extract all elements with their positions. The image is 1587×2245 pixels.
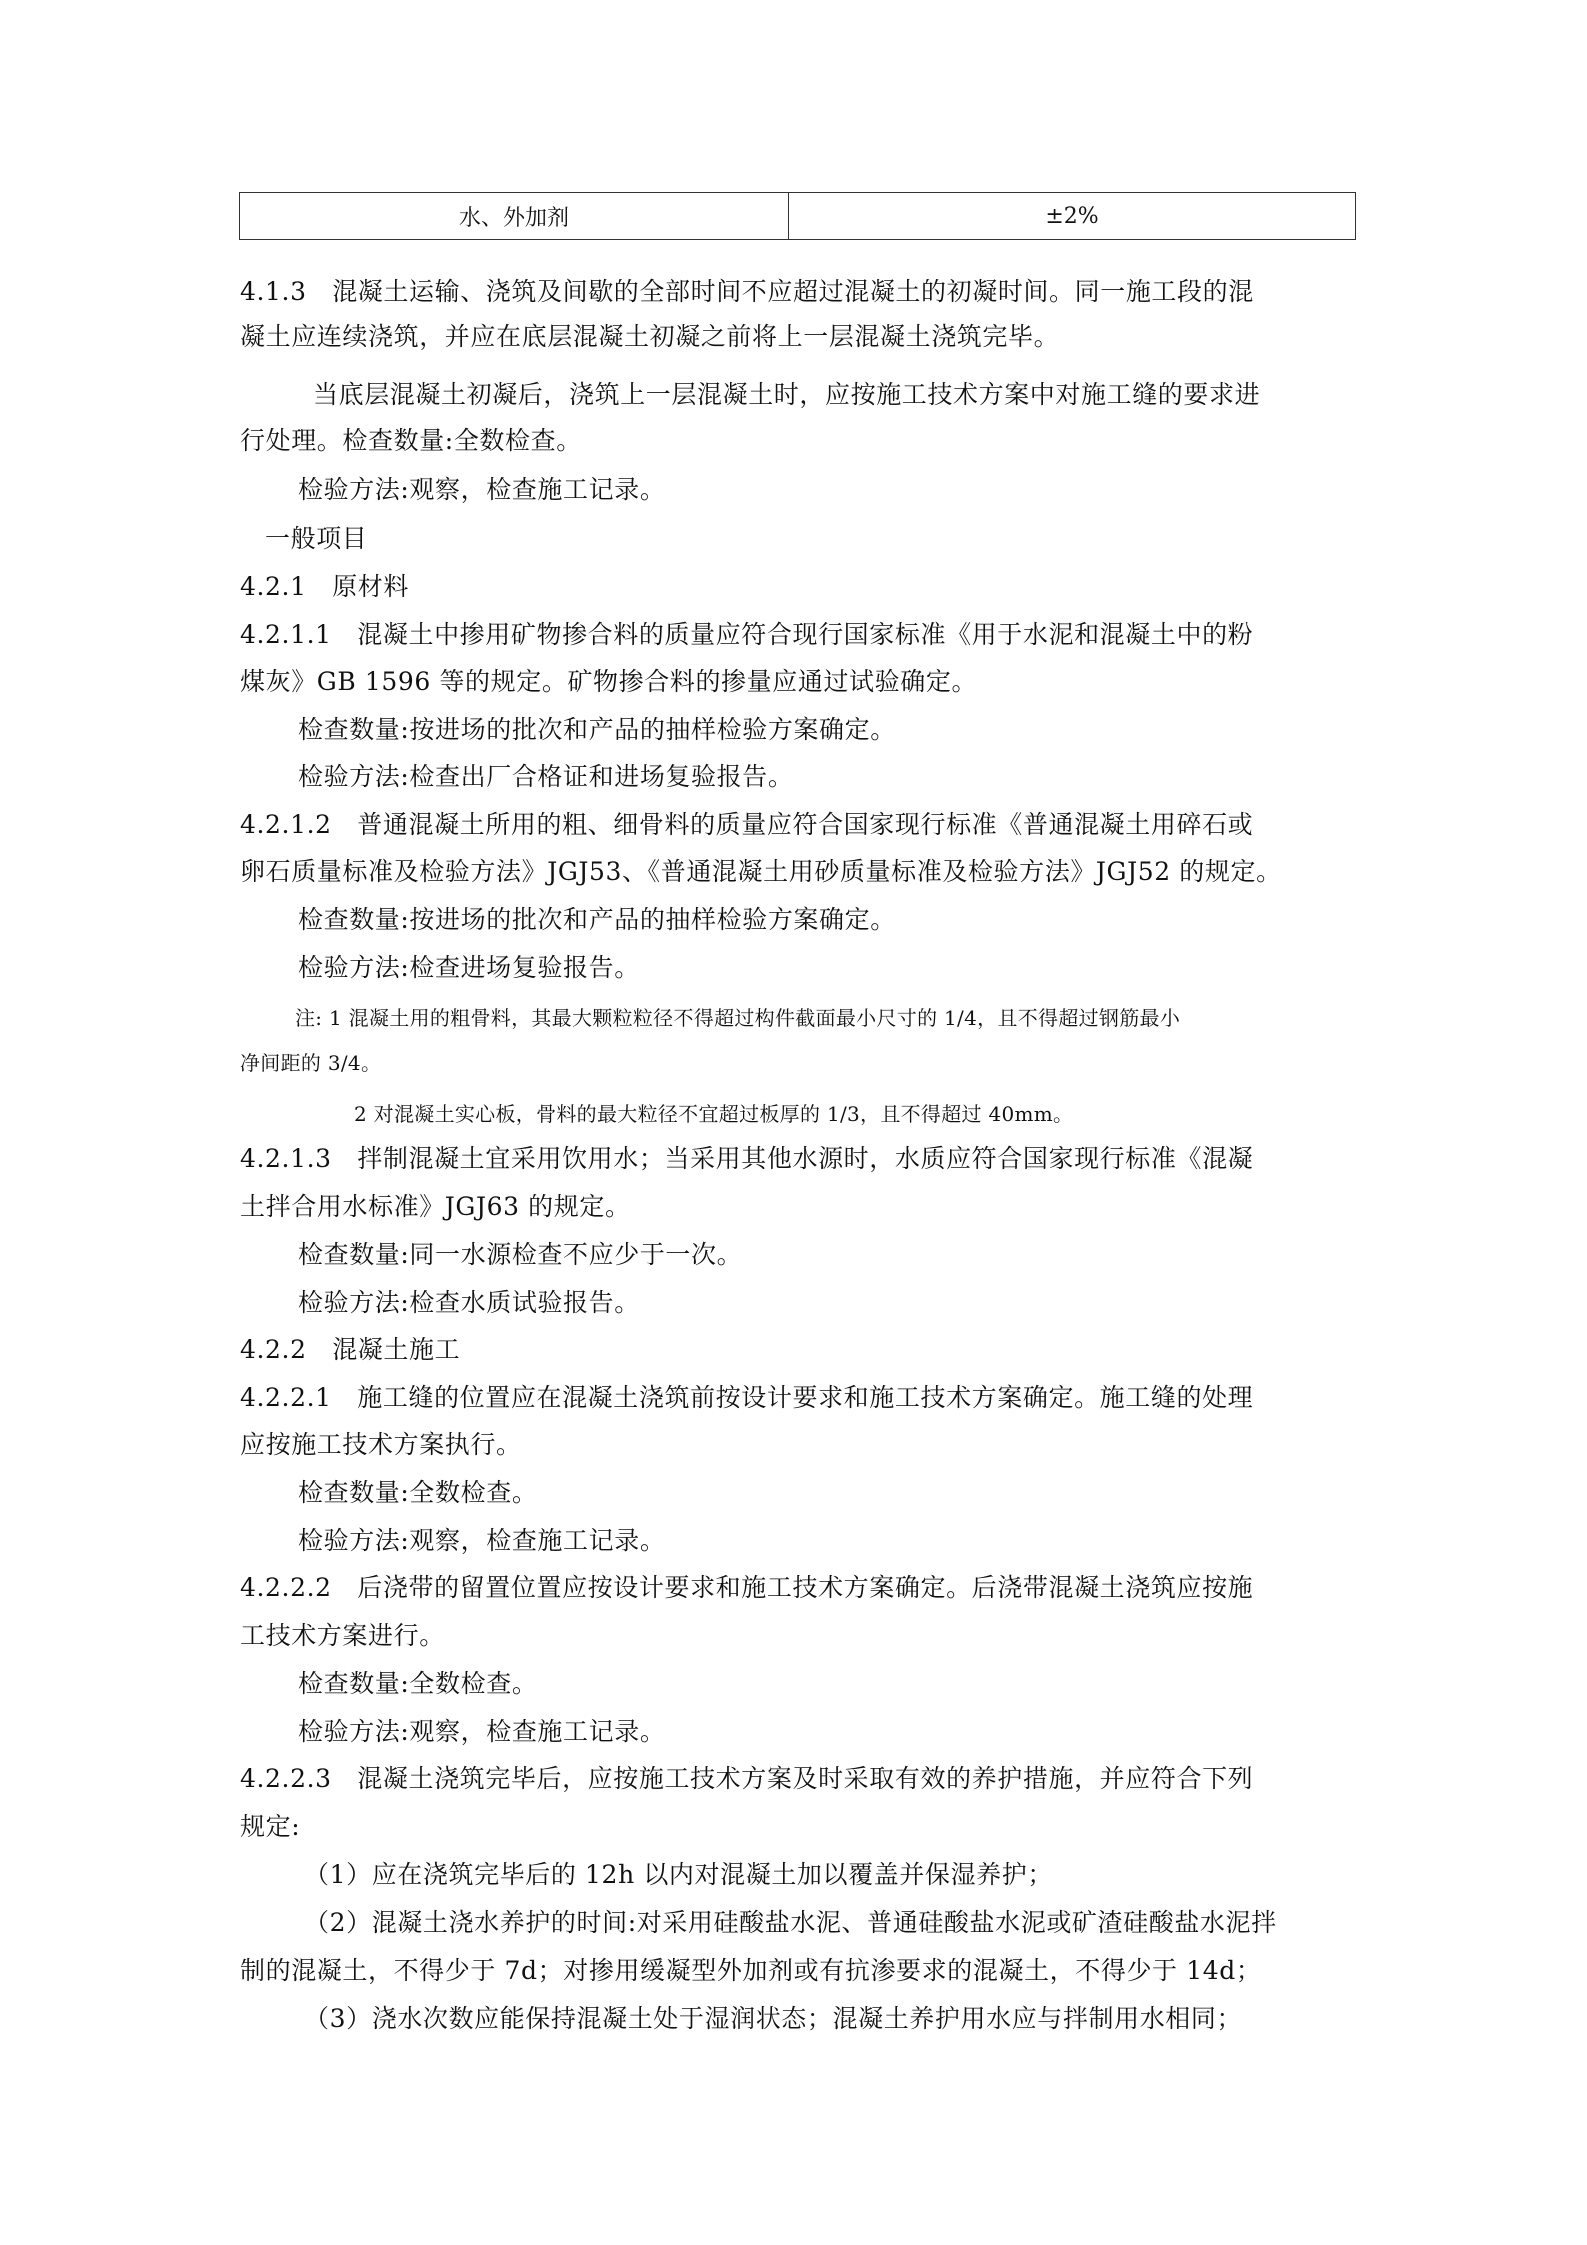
table-row — [240, 193, 1356, 240]
inspection-quantity: 检查数量:全数检查。 — [298, 1478, 538, 1507]
inspection-quantity: 检查数量:按进场的批次和产品的抽样检验方案确定。 — [298, 905, 896, 934]
table-cell-material: 水、外加剂 — [240, 193, 789, 240]
clause-4-2-1-3-cont: 土拌合用水标准》JGJ63 的规定。 — [240, 1192, 631, 1221]
paragraph-text: 行处理。检查数量:全数检查。 — [240, 426, 582, 455]
tolerance-table — [239, 192, 1356, 240]
inspection-quantity: 检查数量:全数检查。 — [298, 1669, 538, 1698]
note-2: 2 对混凝土实心板，骨料的最大粒径不宜超过板厚的 1/3，且不得超过 40mm。 — [354, 1102, 1074, 1126]
note-1-cont: 净间距的 3/4。 — [240, 1051, 382, 1075]
note-1: 注: 1 混凝土用的粗骨料，其最大颗粒粒径不得超过构件截面最小尺寸的 1/4，且不得超过钢筋最小 — [295, 1006, 1181, 1030]
clause-4-2-2-2-cont: 工技术方案进行。 — [240, 1621, 445, 1650]
list-item-1: （1）应在浇筑完毕后的 12h 以内对混凝土加以覆盖并保湿养护； — [304, 1860, 1053, 1889]
list-item-2: （2）混凝土浇水养护的时间:对采用硅酸盐水泥、普通硅酸盐水泥或矿渣硅酸盐水泥拌 — [304, 1908, 1277, 1937]
inspection-method: 检验方法:检查进场复验报告。 — [298, 953, 640, 982]
clause-heading-4-2-1: 4.2.1 原材料 — [240, 572, 410, 601]
inspection-method: 检验方法:观察，检查施工记录。 — [298, 475, 666, 504]
clause-4-2-2-3: 4.2.2.3 混凝土浇筑完毕后，应按施工技术方案及时采取有效的养护措施，并应符合下列 — [240, 1764, 1254, 1793]
inspection-method: 检验方法:检查水质试验报告。 — [298, 1288, 640, 1317]
inspection-method: 检验方法:检查出厂合格证和进场复验报告。 — [298, 762, 794, 791]
clause-4-2-1-1-cont: 煤灰》GB 1596 等的规定。矿物掺合料的掺量应通过试验确定。 — [240, 667, 978, 696]
clause-4-2-2-3-cont: 规定: — [240, 1812, 301, 1841]
clause-4-2-2-1: 4.2.2.1 施工缝的位置应在混凝土浇筑前按设计要求和施工技术方案确定。施工缝的处理 — [240, 1383, 1254, 1412]
paragraph-text: 当底层混凝土初凝后，浇筑上一层混凝土时，应按施工技术方案中对施工缝的要求进 — [313, 380, 1261, 409]
clause-4-2-2-1-cont: 应按施工技术方案执行。 — [240, 1430, 522, 1459]
table-cell-tolerance: ±2% — [789, 193, 1356, 240]
clause-4-2-1-2: 4.2.1.2 普通混凝土所用的粗、细骨料的质量应符合国家现行标准《普通混凝土用碎石或 — [240, 810, 1254, 839]
inspection-method: 检验方法:观察，检查施工记录。 — [298, 1526, 666, 1555]
clause-4-2-1-1: 4.2.1.1 混凝土中掺用矿物掺合料的质量应符合现行国家标准《用于水泥和混凝土中的粉 — [240, 620, 1254, 649]
inspection-method: 检验方法:观察，检查施工记录。 — [298, 1717, 666, 1746]
list-item-2-cont: 制的混凝土，不得少于 7d；对掺用缓凝型外加剂或有抗渗要求的混凝土，不得少于 14d； — [240, 1956, 1262, 1985]
clause-4-2-1-2-cont: 卵石质量标准及检验方法》JGJ53、《普通混凝土用砂质量标准及检验方法》JGJ52 的规定。 — [240, 857, 1282, 886]
list-item-3: （3）浇水次数应能保持混凝土处于湿润状态；混凝土养护用水应与拌制用水相同； — [304, 2004, 1243, 2033]
clause-4-2-2-2: 4.2.2.2 后浇带的留置位置应按设计要求和施工技术方案确定。后浇带混凝土浇筑应按施 — [240, 1573, 1254, 1602]
inspection-quantity: 检查数量:按进场的批次和产品的抽样检验方案确定。 — [298, 715, 896, 744]
clause-4-1-3-cont: 凝土应连续浇筑，并应在底层混凝土初凝之前将上一层混凝土浇筑完毕。 — [240, 322, 1060, 351]
section-heading-general-items: 一般项目 — [265, 524, 368, 553]
clause-4-2-1-3: 4.2.1.3 拌制混凝土宜采用饮用水；当采用其他水源时，水质应符合国家现行标准《混凝 — [240, 1144, 1254, 1173]
clause-4-1-3: 4.1.3 混凝土运输、浇筑及间歇的全部时间不应超过混凝土的初凝时间。同一施工段的混 — [240, 277, 1254, 306]
inspection-quantity: 检查数量:同一水源检查不应少于一次。 — [298, 1240, 743, 1269]
clause-heading-4-2-2: 4.2.2 混凝土施工 — [240, 1335, 461, 1364]
